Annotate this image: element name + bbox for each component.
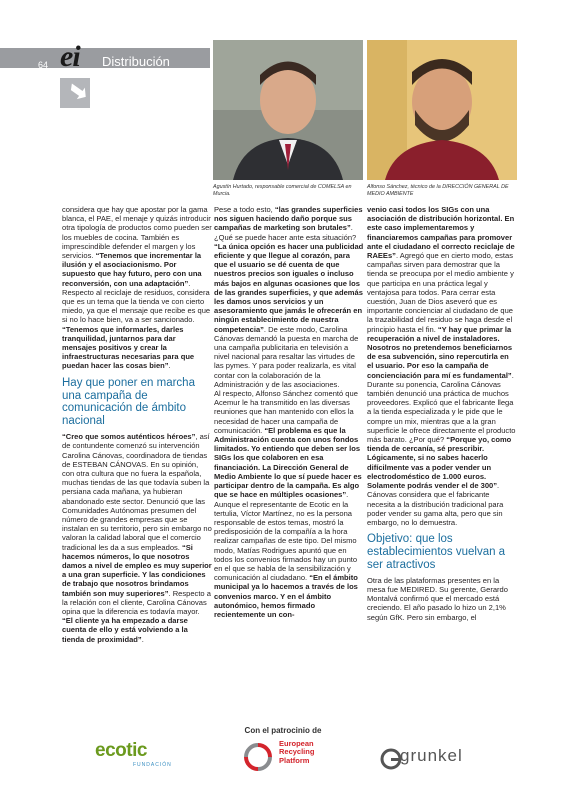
paragraph: considera que hay que apostar por la gama blanca, el PAE, el menaje y quizás introducir otra tipología de productos como pueden ser los muebles de cocina. También es imprescindible defender el margen y los servicios. “Tenemos que incrementar la ilusión y el asociacionismo. Por supuesto que hay futuro, pero con una reconversión, con una adaptación”. Respecto al reciclaje de residuos, considera que es un tema que la tienda ve con cierto miedo, ya que el mensaje que recibe es que si no lo hace bien, va a ser sancionado. “Tenemos que informarles, darles tranquilidad, juntarnos para dar mensajes positivos y crear la infraestructuras necesarias para que puedan hacer las cosas bien”. xyxy=(62,205,212,371)
photo-caption: Alfonso Sánchez, técnico de la DIRECCIÓN GENERAL DE MEDIO AMBIENTE xyxy=(367,184,509,197)
section-title: Distribución xyxy=(102,54,170,69)
article-column-2 xyxy=(214,205,364,619)
arrow-icon xyxy=(60,78,90,108)
ecotic-wordmark: ecotic xyxy=(95,740,147,761)
erp-logo xyxy=(243,740,343,776)
recycling-arrows-icon xyxy=(243,742,273,772)
paragraph: Durante su ponencia, Carolina Cánovas también denunció una práctica de muchos proveedores. Explicó que el fabricante llega a la tienda especializada y le pide que le compre un mix, mientras que a la gran superficie le ofrece directamente el producto más barato. ¿Por qué? “Porque yo, como tienda de cercanía, sé prescribir. Lógicamente, si no sabes hacerlo difícilmente vas a poder vender un electrodoméstico de 1.000 euros. Solamente podrás vender el de 300”. Cánovas considera que el fabricante necesita a la distribución tradicional para poder vender su gama alta, pero que sin embargo, no lo demuestra. xyxy=(367,379,516,527)
subheading: Hay que poner en marcha una campaña de comunicación de ámbito nacional xyxy=(62,376,195,428)
article-column-3 xyxy=(367,205,517,622)
magazine-logo: ei xyxy=(60,40,80,73)
photo-alfonso-sanchez xyxy=(367,40,517,180)
photo-agustin-hurtado xyxy=(213,40,363,180)
grunkel-logo xyxy=(380,740,480,776)
grunkel-g-icon xyxy=(380,748,402,770)
grunkel-wordmark: grunkel xyxy=(400,746,463,765)
paragraph: “Creo que somos auténticos héroes”, así de contundente comenzó su intervención Carolina Cánovas, coordinadora de tiendas de ESTEBAN CÁNOVAS. En su opinión, con otra cultura que no fuera la española, muchas tiendas de las que todavía suben la persiana cada mañana, ya hubieran abandonado este sector. Denunció que las Comunidades Autónomas presumen del número de grandes empresas que se instalan en su territorio, pero sin embargo no valoran la calidad laboral que el comercio tradicional les da a sus empleados. “Si hacemos números, lo que nosotros damos a nivel de empleo es muy superior a una gran superficie. Y las condiciones de trabajo que nosotros brindamos también son muy superiores”. Respecto a la relación con el cliente, Carolina Cánovas opina que la diferencia es todavía mayor. “El cliente ya ha empezado a darse cuenta de ello y está volviendo a la tienda de proximidad”. xyxy=(62,432,212,644)
page-number: 64 xyxy=(38,60,49,70)
paragraph: Pese a todo esto, “las grandes superficies nos siguen haciendo daño porque sus campañas de marketing son brutales”. ¿Qué se puede hacer ante esta situación? “La única opción es hacer una publicidad eficiente y que llegue al corazón, para que el usuario se dé cuenta de que nuestros precios son iguales o incluso más bajos en algunas ocasiones que los de las grandes superficies, y que además les damos unos servicios y un asesoramiento que jamás le ofrecerán en ningún establecimiento de nuestra competencia”. De este modo, Carolina Cánovas demandó la puesta en marcha de una campaña publicitaria en televisión a nivel nacional para resaltar las virtudes de las pymes. Y para poder realizarla, es vital contar con la colaboración de la Administración y de las asociaciones. xyxy=(214,205,364,389)
photo-caption: Agustín Hurtado, responsable comercial de COMELSA en Murcia. xyxy=(213,184,352,197)
ecotic-logo xyxy=(95,740,185,776)
ecotic-subtitle: FUNDACIÓN xyxy=(133,762,172,768)
paragraph: Otra de las plataformas presentes en la mesa fue MEDIRED. Su gerente, Gerardo Montalvá confirmó que el mercado está creciendo. El año pasado lo hizo un 2,1% según GfK. Pero sin embargo, el xyxy=(367,575,508,622)
erp-wordmark: European Recycling Platform xyxy=(279,739,315,765)
subheading: Objetivo: que los establecimientos vuelvan a ser atractivos xyxy=(367,533,506,571)
paragraph: Al respecto, Alfonso Sánchez comentó que Acemur le ha transmitido en las diversas reuniones que han mantenido con ellos la necesidad de hacer una campaña de comunicación. “El problema es que la Administración cuenta con unos fondos limitados. Yo entiendo que deben ser los SIGs los que colaboren en esa financiación. La Dirección General de Medio Ambiente lo que sí puede hacer es participar dentro de la campaña. Es algo que se hace en múltiples ocasiones”. Aunque el representante de Ecotic en la tertulia, Víctor Martínez, no es la persona responsable de estos temas, mostró la predisposición de la compañía a la hora realizar campañas de este tipo. Del mismo modo, Matías Rodrigues apuntó que en todos los convenios firmados hay un punto en el que se habla de la sensibilización y comunicación al ciudadano. “En el ámbito municipal ya lo hacemos a través de los convenios marco. Y en el ámbito autonómico, hemos firmado recientemente un con- xyxy=(214,389,362,619)
sponsor-label: Con el patrocinio de xyxy=(244,726,322,735)
paragraph: venio casi todos los SIGs con una asociación de distribución horizontal. En este caso implementaremos y financiaremos campañas para promover ante el ciudadano el correcto reciclaje de RAEEs”. Agregó que en cierto modo, estas campañas sirven para demostrar que la tienda se preocupa por el medio ambiente y que participa en una práctica legal y ventajosa para todos. Para cerrar esta cuestión, Juan de Dios aseveró que es importante concienciar al ciudadano de que la trazabilidad del residuo se haga desde el principio hasta el fin. “Y hay que primar la recuperación a nivel de instaladores. Nosotros no pretendemos beneficiarnos de esa subvención, sino repercutirla en el usuario. Por eso la campaña de concienciación para mí es fundamental”. xyxy=(367,205,515,380)
article-column-1 xyxy=(62,205,212,644)
